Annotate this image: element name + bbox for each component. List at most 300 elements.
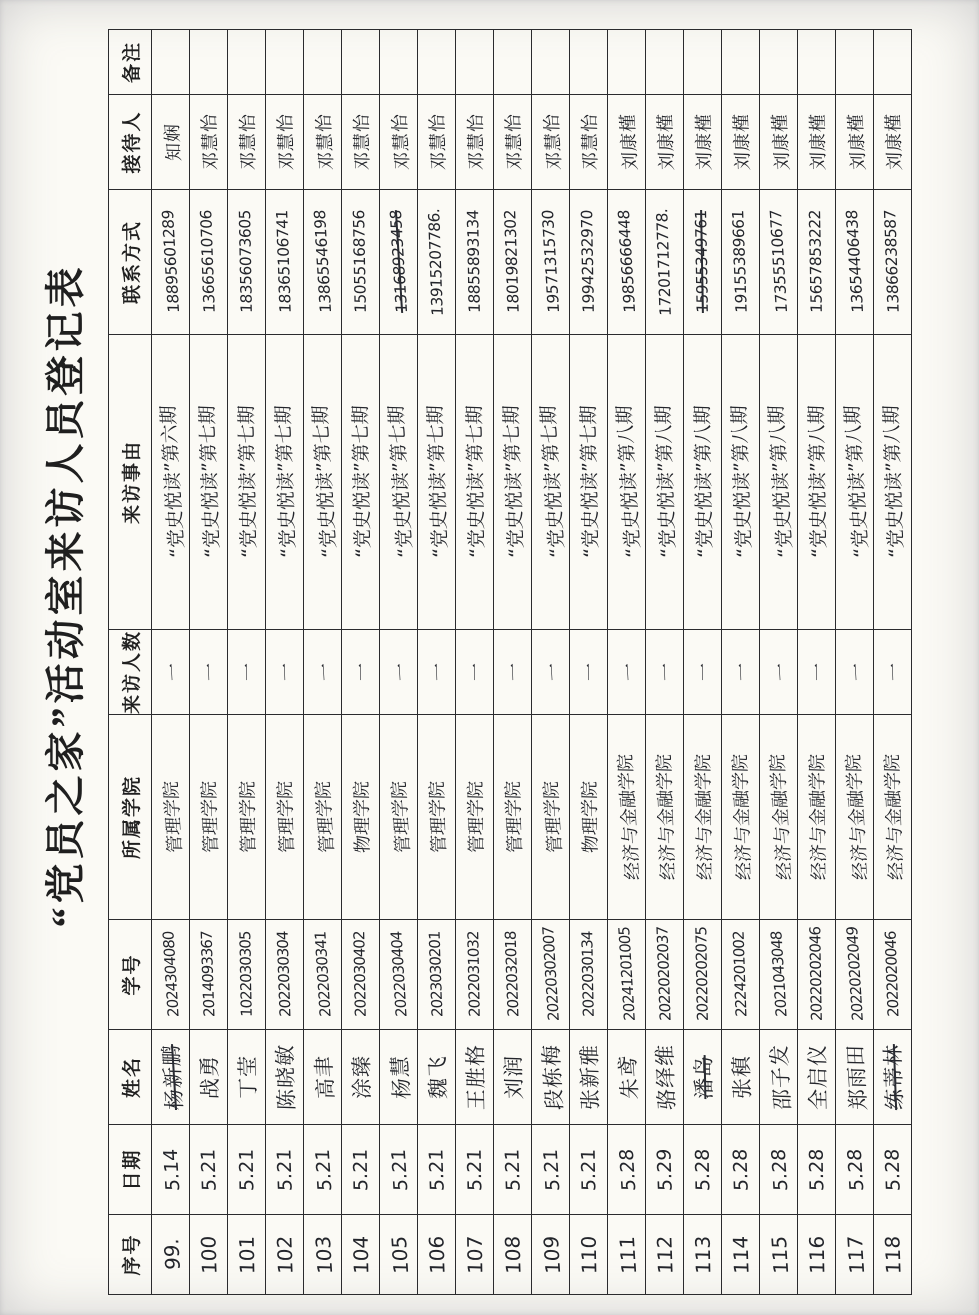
cell-college	[684, 715, 722, 920]
reason-value: “党史悦读”第七期	[196, 405, 224, 559]
name-value: 练蒂林	[880, 1043, 907, 1111]
contact-value: 13654406438	[842, 210, 868, 314]
visitors-value: 一	[389, 662, 413, 682]
cell-receptionist	[380, 94, 418, 189]
cell-visitors	[190, 629, 228, 714]
receptionist-value: 刘康槿	[692, 113, 716, 171]
cell-college	[494, 715, 532, 920]
cell-visitors	[532, 629, 570, 714]
page-title: “党员之家”活动室来访人员登记表	[43, 263, 88, 928]
visitors-value: 一	[693, 662, 715, 682]
serial-value: 104	[348, 1234, 373, 1275]
table-row	[722, 29, 760, 1294]
cell-student_id	[418, 920, 456, 1030]
column-header-9: 备注	[109, 29, 152, 94]
cell-reason	[874, 334, 912, 629]
reason-value: “党史悦读”第七期	[424, 405, 452, 559]
cell-note	[456, 29, 494, 94]
cell-student_id	[836, 920, 874, 1030]
cell-contact	[190, 189, 228, 334]
cell-reason	[380, 334, 418, 629]
table-row	[228, 29, 266, 1294]
cell-date	[646, 1125, 684, 1215]
date-value: 5.21	[311, 1148, 336, 1191]
student_id-value: 2022031032	[464, 931, 484, 1018]
cell-student_id	[304, 920, 342, 1030]
cell-student_id	[456, 920, 494, 1030]
cell-receptionist	[608, 94, 646, 189]
cell-note	[266, 29, 304, 94]
receptionist-value: 刘康槿	[844, 113, 870, 171]
serial-value: 101	[234, 1234, 259, 1275]
cell-date	[722, 1125, 760, 1215]
cell-name	[190, 1030, 228, 1125]
contact-value: 17201712778.	[653, 207, 675, 316]
contact-value: 15955349761	[692, 210, 712, 314]
student_id-value: 2024304080	[159, 931, 183, 1018]
receptionist-value: 刘康槿	[806, 113, 830, 171]
cell-visitors	[380, 629, 418, 714]
reason-value: “党史悦读”第八期	[652, 405, 680, 559]
receptionist-value: 邓慧怡	[388, 113, 414, 171]
cell-college	[532, 715, 570, 920]
visitors-value: 一	[579, 662, 601, 682]
cell-receptionist	[342, 94, 380, 189]
cell-reason	[532, 334, 570, 629]
name-value: 张稹	[728, 1054, 755, 1100]
student_id-value: 2022030304	[273, 931, 295, 1018]
table-row	[190, 29, 228, 1294]
table-row	[798, 29, 836, 1294]
student_id-value: 2023030201	[425, 931, 447, 1018]
cell-receptionist	[646, 94, 684, 189]
cell-college	[342, 715, 380, 920]
visitors-value: 一	[313, 662, 337, 682]
cell-college	[646, 715, 684, 920]
cell-name	[152, 1030, 190, 1125]
name-value: 刘润	[500, 1054, 527, 1100]
student_id-value: 20220202046	[806, 927, 826, 1022]
contact-value: 15657853222	[806, 210, 826, 314]
cell-college	[836, 715, 874, 920]
cell-visitors	[760, 629, 798, 714]
college-value: 经济与金融学院	[842, 753, 872, 881]
cell-receptionist	[722, 94, 760, 189]
cell-note	[722, 29, 760, 94]
student_id-value: 2021043048	[767, 931, 791, 1018]
college-value: 管理学院	[312, 780, 338, 854]
cell-note	[760, 29, 798, 94]
college-value: 物理学院	[350, 780, 374, 854]
date-value: 5.21	[463, 1147, 486, 1192]
college-value: 经济与金融学院	[806, 753, 830, 881]
cell-date	[418, 1125, 456, 1215]
cell-contact	[456, 189, 494, 334]
name-value: 魏飞	[424, 1054, 451, 1100]
date-value: 5.29	[652, 1147, 677, 1192]
table-row	[456, 29, 494, 1294]
cell-student_id	[190, 920, 228, 1030]
cell-college	[190, 715, 228, 920]
contact-value: 13665610706	[197, 210, 219, 314]
cell-serial	[228, 1215, 266, 1295]
reason-value: “党史悦读”第八期	[805, 405, 831, 559]
college-value: 管理学院	[274, 780, 298, 854]
date-value: 5.28	[767, 1148, 792, 1191]
receptionist-value: 邓慧怡	[426, 113, 450, 171]
table-row	[380, 29, 418, 1294]
column-header-2: 姓名	[109, 1030, 152, 1125]
cell-student_id	[608, 920, 646, 1030]
cell-receptionist	[494, 94, 532, 189]
cell-date	[380, 1125, 418, 1215]
cell-name	[836, 1030, 874, 1125]
student_id-value: 20220302007	[539, 927, 563, 1022]
table-row	[304, 29, 342, 1294]
cell-contact	[532, 189, 570, 334]
receptionist-value: 邓慧怡	[578, 113, 602, 171]
cell-contact	[760, 189, 798, 334]
cell-college	[760, 715, 798, 920]
cell-name	[266, 1030, 304, 1125]
cell-name	[418, 1030, 456, 1125]
date-value: 5.21	[272, 1147, 297, 1192]
cell-contact	[418, 189, 456, 334]
cell-visitors	[836, 629, 874, 714]
visitors-value: 一	[199, 662, 221, 682]
name-value: 全启仪	[804, 1043, 831, 1111]
visitors-value: 一	[161, 662, 185, 682]
cell-name	[722, 1030, 760, 1125]
cell-student_id	[646, 920, 684, 1030]
cell-student_id	[722, 920, 760, 1030]
cell-visitors	[456, 629, 494, 714]
serial-value: 114	[727, 1234, 754, 1275]
cell-serial	[684, 1215, 722, 1295]
cell-name	[228, 1030, 266, 1125]
student_id-value: 20220202049	[843, 927, 867, 1022]
contact-value: 18895601289	[158, 210, 184, 314]
receptionist-value: 邓慧怡	[540, 113, 566, 171]
cell-college	[798, 715, 836, 920]
cell-student_id	[228, 920, 266, 1030]
date-value: 5.28	[843, 1148, 868, 1191]
cell-visitors	[646, 629, 684, 714]
college-value: 管理学院	[464, 780, 488, 854]
visitors-value: 一	[845, 662, 869, 682]
name-value: 潘岛	[691, 1054, 716, 1100]
cell-note	[798, 29, 836, 94]
cell-visitors	[418, 629, 456, 714]
visitors-value: 一	[617, 662, 641, 682]
cell-receptionist	[304, 94, 342, 189]
cell-college	[722, 715, 760, 920]
college-value: 管理学院	[540, 780, 566, 854]
cell-receptionist	[836, 94, 874, 189]
student_id-value: 2022032018	[501, 931, 523, 1018]
name-value: 陈晓敏	[272, 1043, 299, 1111]
reason-value: “党史悦读”第八期	[728, 405, 756, 559]
contact-value: 13168923458	[386, 210, 412, 314]
cell-student_id	[342, 920, 380, 1030]
cell-visitors	[342, 629, 380, 714]
cell-college	[874, 715, 912, 920]
visitors-value: 一	[351, 662, 373, 682]
registration-table	[108, 29, 912, 1295]
college-value: 经济与金融学院	[881, 753, 907, 881]
visitors-value: 一	[541, 662, 565, 682]
college-value: 管理学院	[426, 780, 450, 854]
cell-note	[228, 29, 266, 94]
receptionist-value: 刘康槿	[768, 113, 794, 171]
date-value: 5.21	[387, 1148, 412, 1191]
cell-college	[266, 715, 304, 920]
serial-value: 109	[538, 1235, 565, 1274]
cell-name	[570, 1030, 608, 1125]
cell-date	[874, 1125, 912, 1215]
cell-date	[228, 1125, 266, 1215]
cell-reason	[684, 334, 722, 629]
cell-college	[418, 715, 456, 920]
date-value: 5.28	[728, 1147, 753, 1192]
cell-serial	[266, 1215, 304, 1295]
name-value: 高聿	[311, 1054, 338, 1100]
table-row	[532, 29, 570, 1294]
cell-receptionist	[532, 94, 570, 189]
column-header-6: 来访事由	[109, 334, 152, 629]
cell-serial	[570, 1215, 608, 1295]
column-header-7: 联系方式	[109, 189, 152, 334]
receptionist-value: 刘康槿	[616, 113, 642, 171]
cell-receptionist	[418, 94, 456, 189]
reason-value: “党史悦读”第八期	[880, 405, 908, 559]
contact-value: 19856666448	[614, 210, 640, 314]
table-row	[152, 29, 190, 1294]
receptionist-value: 刘康槿	[730, 113, 754, 171]
cell-date	[532, 1125, 570, 1215]
cell-reason	[494, 334, 532, 629]
reason-value: “党史悦读”第七期	[463, 405, 489, 559]
cell-date	[266, 1125, 304, 1215]
serial-value: 112	[651, 1234, 678, 1275]
cell-visitors	[874, 629, 912, 714]
cell-visitors	[304, 629, 342, 714]
cell-date	[494, 1125, 532, 1215]
column-header-5: 来访人数	[109, 629, 152, 714]
cell-receptionist	[684, 94, 722, 189]
column-header-4: 所属学院	[109, 715, 152, 920]
cell-date	[456, 1125, 494, 1215]
receptionist-value: 刘康槿	[654, 113, 678, 171]
cell-name	[380, 1030, 418, 1125]
table-row	[570, 29, 608, 1294]
cell-name	[760, 1030, 798, 1125]
visitors-value: 一	[731, 662, 753, 682]
cell-name	[874, 1030, 912, 1125]
date-value: 5.28	[615, 1148, 640, 1191]
reason-value: “党史悦读”第七期	[235, 405, 261, 559]
cell-contact	[304, 189, 342, 334]
reason-value: “党史悦读”第七期	[577, 405, 603, 559]
name-value: 丁莹	[235, 1054, 260, 1100]
cell-name	[342, 1030, 380, 1125]
date-value: 5.28	[805, 1147, 828, 1192]
receptionist-value: 知娴	[161, 122, 185, 162]
table-row	[684, 29, 722, 1294]
cell-serial	[418, 1215, 456, 1295]
cell-serial	[494, 1215, 532, 1295]
table-row	[874, 29, 912, 1294]
serial-value: 99.	[158, 1238, 185, 1271]
cell-student_id	[532, 920, 570, 1030]
cell-student_id	[494, 920, 532, 1030]
cell-college	[608, 715, 646, 920]
cell-receptionist	[798, 94, 836, 189]
serial-value: 116	[804, 1234, 829, 1275]
name-value: 杨新鹏	[158, 1043, 187, 1111]
cell-contact	[646, 189, 684, 334]
header-row	[109, 29, 152, 1294]
serial-value: 111	[614, 1235, 641, 1274]
cell-reason	[342, 334, 380, 629]
college-value: 管理学院	[388, 780, 414, 854]
date-value: 5.21	[196, 1147, 221, 1192]
cell-serial	[722, 1215, 760, 1295]
serial-value: 103	[310, 1235, 337, 1274]
reason-value: “党史悦读”第七期	[500, 405, 528, 559]
cell-student_id	[760, 920, 798, 1030]
table-row	[494, 29, 532, 1294]
cell-date	[760, 1125, 798, 1215]
college-value: 物理学院	[578, 780, 602, 854]
cell-college	[304, 715, 342, 920]
cell-contact	[266, 189, 304, 334]
cell-reason	[228, 334, 266, 629]
cell-name	[798, 1030, 836, 1125]
cell-reason	[722, 334, 760, 629]
column-header-3: 学号	[109, 920, 152, 1030]
college-value: 管理学院	[236, 780, 260, 854]
cell-reason	[152, 334, 190, 629]
cell-reason	[266, 334, 304, 629]
cell-note	[874, 29, 912, 94]
cell-college	[380, 715, 418, 920]
date-value: 5.21	[349, 1147, 372, 1192]
cell-date	[304, 1125, 342, 1215]
cell-receptionist	[760, 94, 798, 189]
serial-value: 100	[195, 1234, 222, 1275]
receptionist-value: 刘康槿	[882, 113, 906, 171]
reason-value: “党史悦读”第七期	[385, 405, 417, 559]
cell-contact	[684, 189, 722, 334]
cell-serial	[760, 1215, 798, 1295]
table-row	[266, 29, 304, 1294]
date-value: 5.21	[539, 1148, 564, 1191]
cell-date	[836, 1125, 874, 1215]
cell-note	[646, 29, 684, 94]
cell-note	[532, 29, 570, 94]
contact-value: 19942532970	[578, 210, 598, 314]
student_id-value: 20220202037	[653, 927, 675, 1022]
reason-value: “党史悦读”第七期	[309, 405, 341, 559]
cell-serial	[152, 1215, 190, 1295]
date-value: 5.21	[424, 1147, 449, 1192]
cell-contact	[722, 189, 760, 334]
serial-value: 105	[386, 1235, 413, 1274]
cell-serial	[342, 1215, 380, 1295]
college-value: 经济与金融学院	[614, 753, 644, 881]
student_id-value: 2022030134	[578, 931, 598, 1018]
contact-value: 15055168756	[350, 210, 370, 314]
college-value: 经济与金融学院	[653, 753, 679, 881]
cell-serial	[190, 1215, 228, 1295]
cell-note	[380, 29, 418, 94]
cell-contact	[608, 189, 646, 334]
contact-value: 18855893134	[464, 210, 484, 314]
cell-reason	[798, 334, 836, 629]
contact-value: 18356073605	[236, 210, 256, 314]
college-value: 经济与金融学院	[729, 753, 755, 881]
visitors-value: 一	[655, 662, 677, 682]
reason-value: “党史悦读”第八期	[691, 405, 717, 559]
contact-value: 13866238587	[881, 210, 903, 314]
serial-value: 106	[423, 1234, 450, 1275]
cell-note	[684, 29, 722, 94]
cell-visitors	[152, 629, 190, 714]
student_id-value: 2022030341	[311, 931, 335, 1018]
cell-name	[608, 1030, 646, 1125]
reason-value: “党史悦读”第七期	[537, 405, 569, 559]
cell-student_id	[570, 920, 608, 1030]
receptionist-value: 邓慧怡	[502, 113, 526, 171]
table-body	[152, 29, 912, 1294]
visitors-value: 一	[275, 662, 297, 682]
column-header-8: 接待人	[109, 94, 152, 189]
cell-name	[646, 1030, 684, 1125]
cell-reason	[456, 334, 494, 629]
cell-contact	[570, 189, 608, 334]
cell-name	[494, 1030, 532, 1125]
cell-student_id	[798, 920, 836, 1030]
college-value: 管理学院	[160, 780, 186, 854]
cell-student_id	[684, 920, 722, 1030]
cell-reason	[836, 334, 874, 629]
reason-value: “党史悦读”第六期	[157, 405, 189, 559]
cell-visitors	[570, 629, 608, 714]
cell-contact	[342, 189, 380, 334]
cell-reason	[418, 334, 456, 629]
college-value: 经济与金融学院	[766, 753, 796, 881]
cell-visitors	[266, 629, 304, 714]
cell-date	[570, 1125, 608, 1215]
cell-visitors	[494, 629, 532, 714]
cell-note	[836, 29, 874, 94]
cell-student_id	[152, 920, 190, 1030]
cell-date	[684, 1125, 722, 1215]
table-row	[646, 29, 684, 1294]
table-row	[608, 29, 646, 1294]
date-value: 5.28	[691, 1147, 714, 1192]
visitors-value: 一	[883, 662, 905, 682]
visitors-value: 一	[807, 662, 829, 682]
cell-reason	[608, 334, 646, 629]
serial-value: 113	[690, 1234, 715, 1275]
cell-serial	[874, 1215, 912, 1295]
cell-serial	[380, 1215, 418, 1295]
serial-value: 117	[842, 1235, 869, 1274]
cell-date	[608, 1125, 646, 1215]
cell-note	[608, 29, 646, 94]
